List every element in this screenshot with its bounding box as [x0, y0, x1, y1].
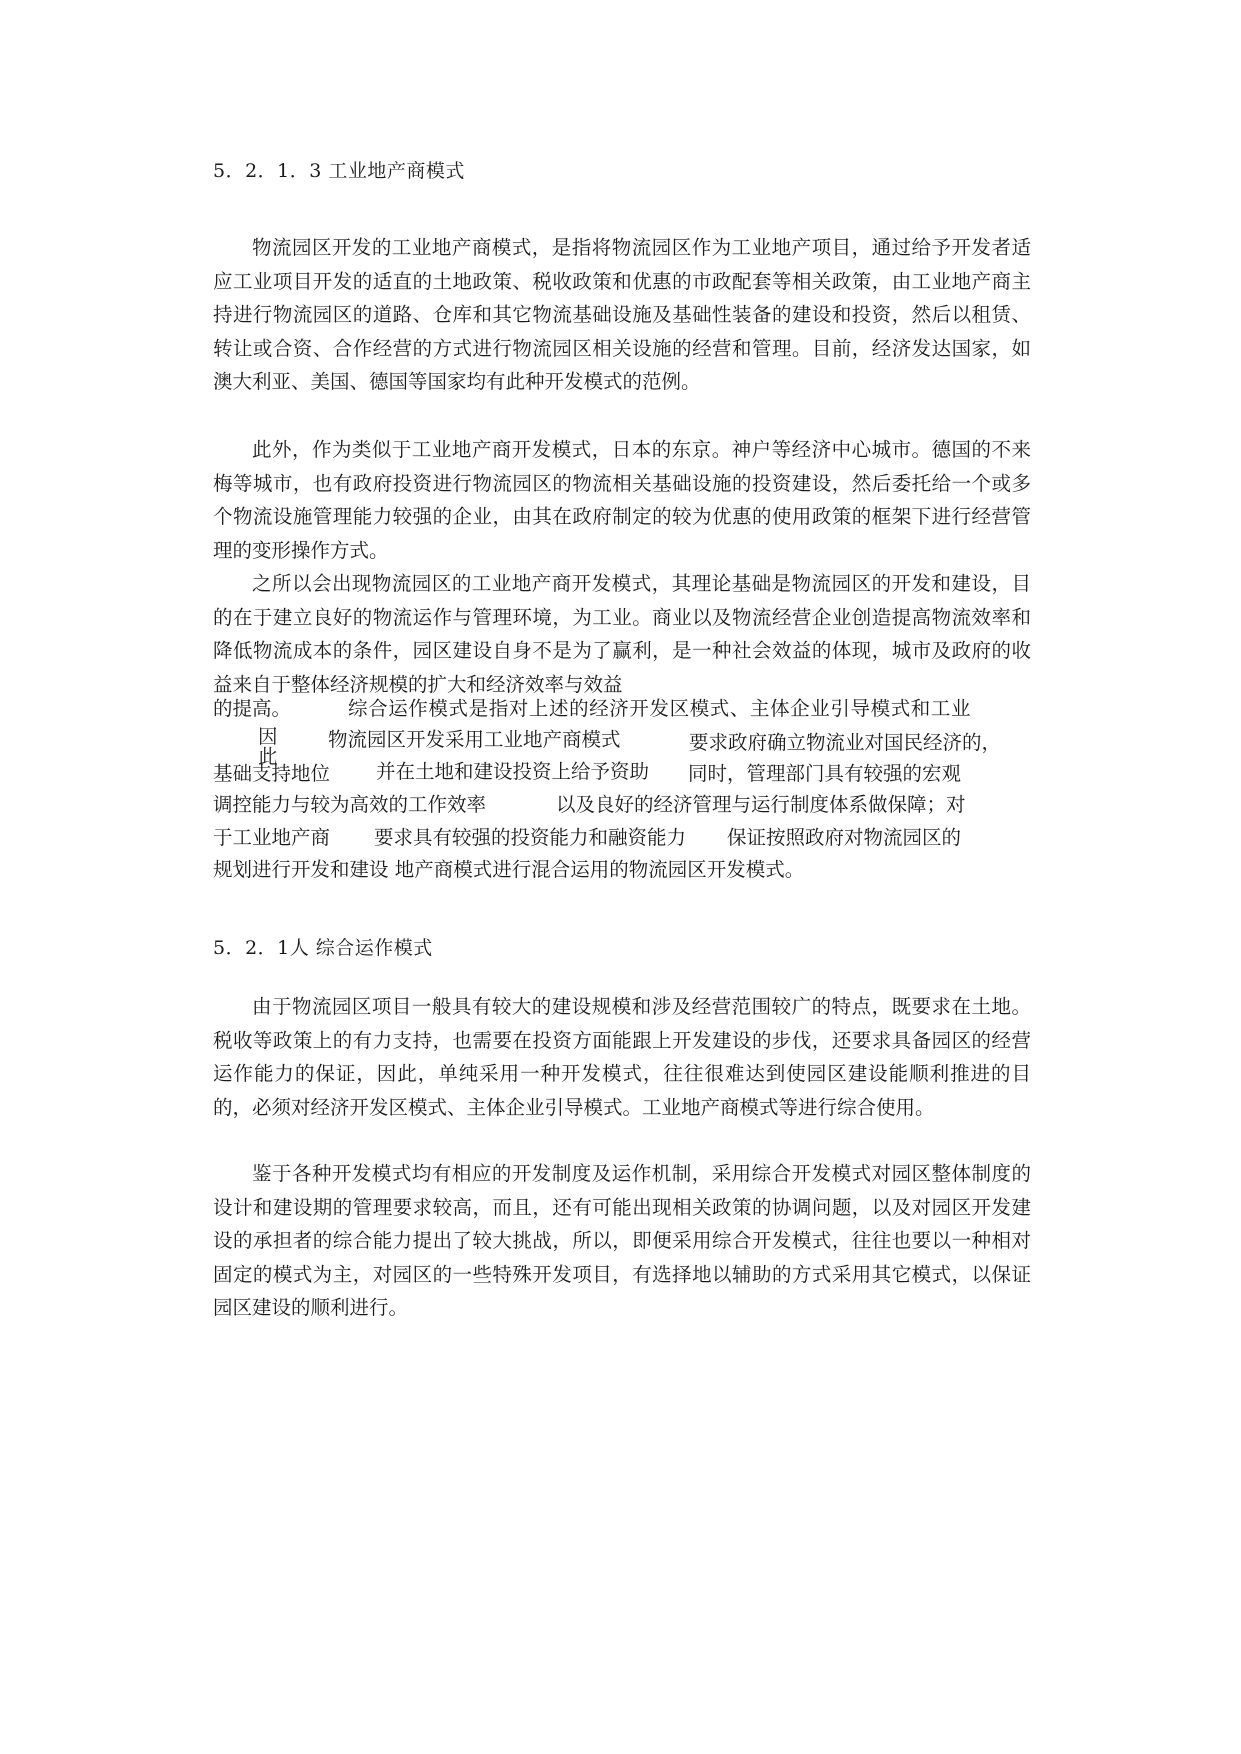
- paragraph: 由于物流园区项目一般具有较大的建设规模和涉及经营范围较广的特点，既要求在土地。税收等政策上的有力支持，也需要在投资方面能跟上开发建设的步伐，还要求具备园区的经营运作能力的保证，因此，单纯采用一种开发模式，往往很难达到使园区建设能顺利推进的目的，必须对经济开发区模式、主体企业引导模式。工业地产商模式等进行综合使用。: [213, 995, 1031, 1119]
- text-fragment: 综合运作模式是指对上述的经济开发区模式、主体企业引导模式和工业: [348, 697, 972, 720]
- text-fragment: 因: [258, 725, 278, 748]
- text-fragment: 要求政府确立物流业对国民经济的，: [689, 731, 1002, 754]
- text-fragment: 规划进行开发和建设 地产商模式进行混合运用的物流园区开发模式。: [213, 858, 805, 881]
- text-fragment: 的提高。: [213, 697, 292, 720]
- section-heading: 5．2．1人 综合运作模式: [213, 937, 433, 959]
- text-fragment: 调控能力与较为高效的工作效率: [213, 793, 487, 816]
- paragraph: 此外，作为类似于工业地产商开发模式，日本的东京。神户等经济中心城市。德国的不来梅等城市，也有政府投资进行物流园区的物流相关基础设施的投资建设，然后委托给一个或多个物流设施管理能力较强的企业，由其在政府制定的较为优惠的使用政策的框架下进行经营管理的变形操作方式。: [213, 438, 1031, 562]
- text-fragment: 要求具有较强的投资能力和融资能力: [374, 826, 687, 849]
- paragraph: 鉴于各种开发模式均有相应的开发制度及运作机制，采用综合开发模式对园区整体制度的设计和建设期的管理要求较高，而且，还有可能出现相关政策的协调问题，以及对园区开发建设的承担者的综合能力提出了较大挑战，所以，即便采用综合开发模式，往往也要以一种相对固定的模式为主，对园区的一些特殊开发项目，有选择地以辅助的方式采用其它模式，以保证园区建设的顺利进行。: [213, 1162, 1031, 1320]
- text-fragment: 以及良好的经济管理与运行制度体系做保障；对: [556, 793, 966, 816]
- text-fragment: 保证按照政府对物流园区的: [727, 826, 962, 849]
- section-heading: 5．2．1．3 工业地产商模式: [213, 160, 465, 182]
- text-fragment: 并在土地和建设投资上给予资助: [376, 760, 650, 783]
- text-fragment: 此: [258, 745, 278, 768]
- paragraph: 物流园区开发的工业地产商模式，是指将物流园区作为工业地产项目，通过给予开发者适应工业项目开发的适直的土地政策、税收政策和优惠的市政配套等相关政策，由工业地产商主持进行物流园区的道路、仓库和其它物流基础设施及基础性装备的建设和投资，然后以租赁、转让或合资、合作经营的方式进行物流园区相关设施的经营和管理。目前，经济发达国家，如澳大利亚、美国、德国等国家均有此种开发模式的范例。: [213, 236, 1031, 394]
- text-fragment: 同时，管理部门具有较强的宏观: [688, 762, 962, 785]
- text-fragment: 于工业地产商: [213, 826, 331, 849]
- text-fragment: 物流园区开发采用工业地产商模式: [328, 728, 621, 751]
- paragraph: 之所以会出现物流园区的工业地产商开发模式，其理论基础是物流园区的开发和建设，目的在于建立良好的物流运作与管理环境，为工业。商业以及物流经营企业创造提高物流效率和降低物流成本的条件，园区建设自身不是为了赢利，是一种社会效益的体现，城市及政府的收益来自于整体经济规模的扩大和经济效率与效益: [213, 572, 1031, 696]
- text-fragment: 基础支持地位: [213, 762, 331, 785]
